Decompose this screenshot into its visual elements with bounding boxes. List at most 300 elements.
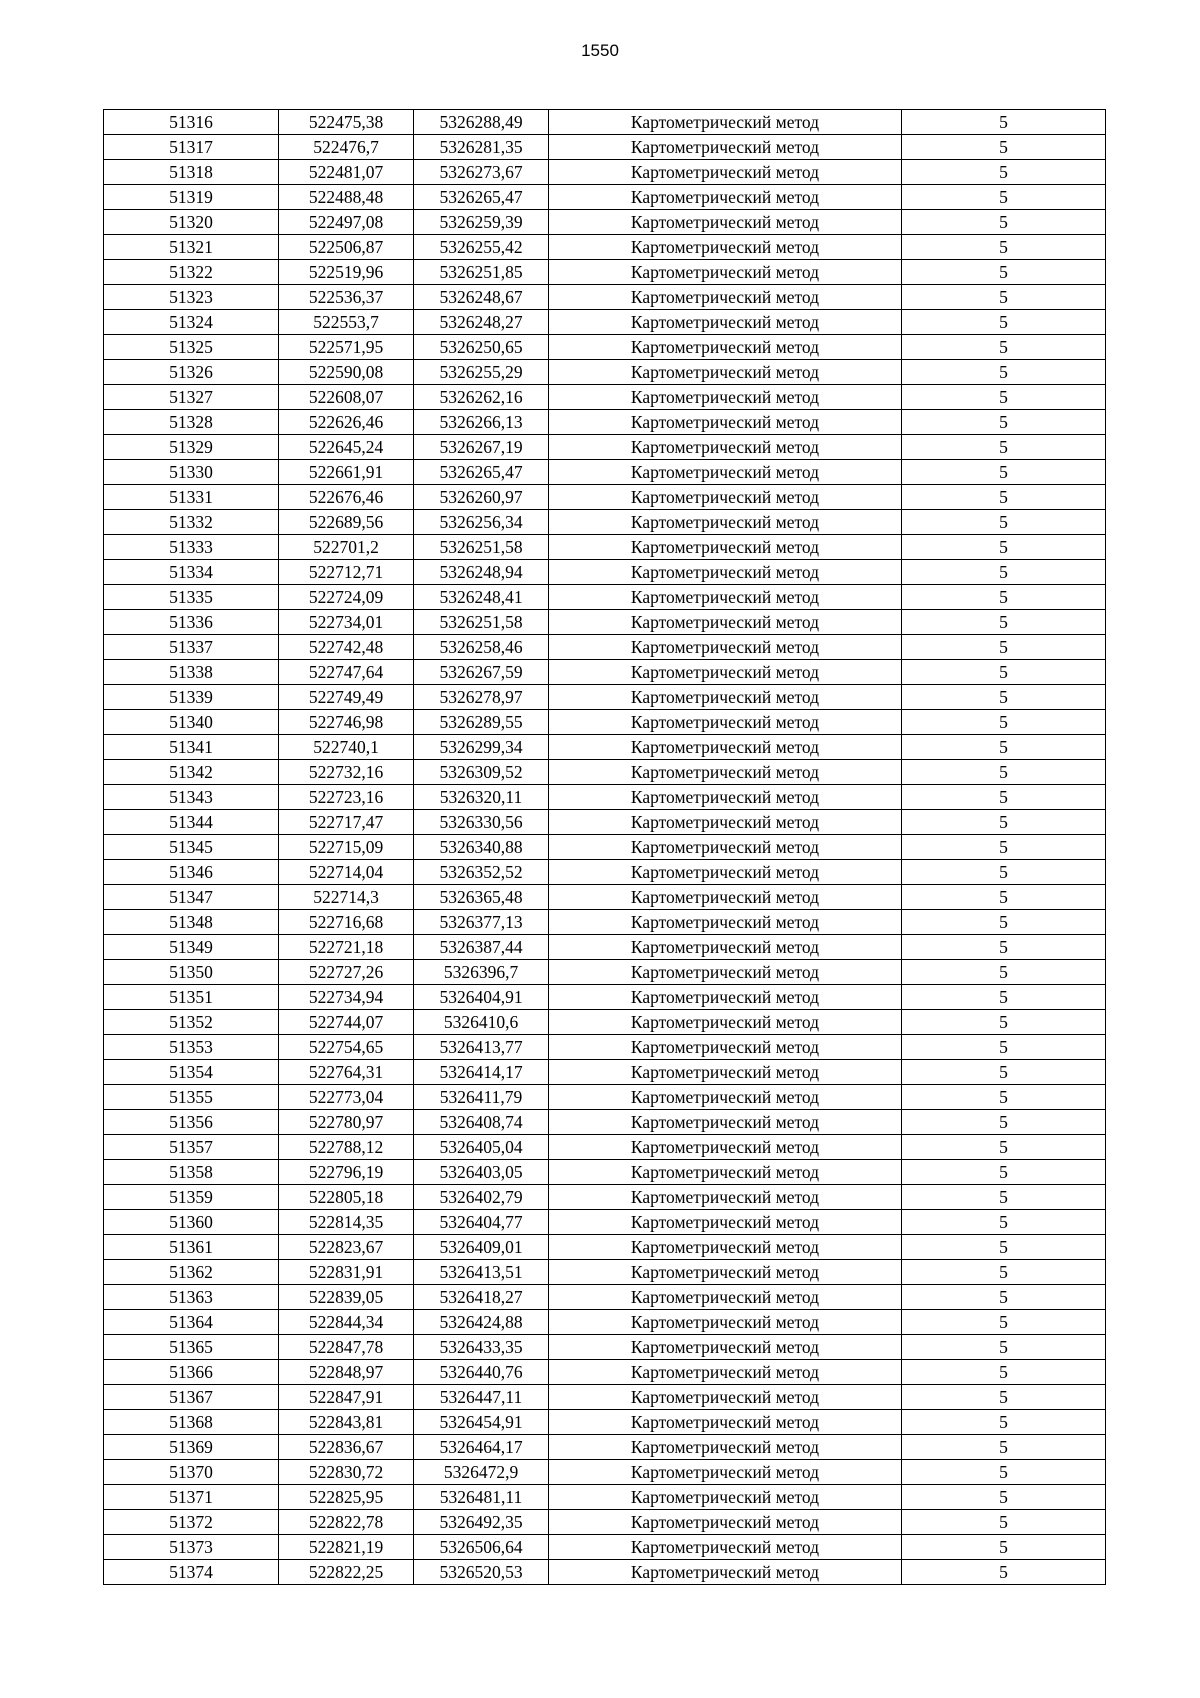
accuracy-cell: 5 bbox=[902, 685, 1106, 710]
accuracy-cell: 5 bbox=[902, 785, 1106, 810]
x-coordinate-cell: 522732,16 bbox=[279, 760, 414, 785]
accuracy-cell: 5 bbox=[902, 1235, 1106, 1260]
x-coordinate-cell: 522626,46 bbox=[279, 410, 414, 435]
point-number-cell: 51321 bbox=[104, 235, 279, 260]
method-cell: Картометрический метод bbox=[549, 710, 902, 735]
x-coordinate-cell: 522590,08 bbox=[279, 360, 414, 385]
y-coordinate-cell: 5326387,44 bbox=[414, 935, 549, 960]
accuracy-cell: 5 bbox=[902, 285, 1106, 310]
page-number: 1550 bbox=[581, 41, 619, 60]
accuracy-cell: 5 bbox=[902, 1410, 1106, 1435]
accuracy-cell: 5 bbox=[902, 260, 1106, 285]
method-cell: Картометрический метод bbox=[549, 660, 902, 685]
method-cell: Картометрический метод bbox=[549, 585, 902, 610]
x-coordinate-cell: 522805,18 bbox=[279, 1185, 414, 1210]
point-number-cell: 51334 bbox=[104, 560, 279, 585]
point-number-cell: 51365 bbox=[104, 1335, 279, 1360]
x-coordinate-cell: 522519,96 bbox=[279, 260, 414, 285]
accuracy-cell: 5 bbox=[902, 1335, 1106, 1360]
table-row bbox=[104, 435, 1106, 460]
point-number-cell: 51352 bbox=[104, 1010, 279, 1035]
table-row bbox=[104, 960, 1106, 985]
method-cell: Картометрический метод bbox=[549, 760, 902, 785]
method-cell: Картометрический метод bbox=[549, 885, 902, 910]
method-cell: Картометрический метод bbox=[549, 860, 902, 885]
accuracy-cell: 5 bbox=[902, 1485, 1106, 1510]
accuracy-cell: 5 bbox=[902, 210, 1106, 235]
method-cell: Картометрический метод bbox=[549, 1035, 902, 1060]
accuracy-cell: 5 bbox=[902, 1085, 1106, 1110]
x-coordinate-cell: 522476,7 bbox=[279, 135, 414, 160]
accuracy-cell: 5 bbox=[902, 1310, 1106, 1335]
method-cell: Картометрический метод bbox=[549, 910, 902, 935]
y-coordinate-cell: 5326396,7 bbox=[414, 960, 549, 985]
y-coordinate-cell: 5326281,35 bbox=[414, 135, 549, 160]
x-coordinate-cell: 522475,38 bbox=[279, 110, 414, 135]
point-number-cell: 51370 bbox=[104, 1460, 279, 1485]
y-coordinate-cell: 5326265,47 bbox=[414, 460, 549, 485]
point-number-cell: 51320 bbox=[104, 210, 279, 235]
table-row bbox=[104, 835, 1106, 860]
point-number-cell: 51316 bbox=[104, 110, 279, 135]
method-cell: Картометрический метод bbox=[549, 1285, 902, 1310]
method-cell: Картометрический метод bbox=[549, 510, 902, 535]
table-row bbox=[104, 560, 1106, 585]
y-coordinate-cell: 5326492,35 bbox=[414, 1510, 549, 1535]
point-number-cell: 51331 bbox=[104, 485, 279, 510]
method-cell: Картометрический метод bbox=[549, 210, 902, 235]
y-coordinate-cell: 5326340,88 bbox=[414, 835, 549, 860]
point-number-cell: 51327 bbox=[104, 385, 279, 410]
point-number-cell: 51347 bbox=[104, 885, 279, 910]
table-row bbox=[104, 985, 1106, 1010]
table-row bbox=[104, 185, 1106, 210]
method-cell: Картометрический метод bbox=[549, 935, 902, 960]
method-cell: Картометрический метод bbox=[549, 185, 902, 210]
y-coordinate-cell: 5326248,27 bbox=[414, 310, 549, 335]
y-coordinate-cell: 5326447,11 bbox=[414, 1385, 549, 1410]
y-coordinate-cell: 5326259,39 bbox=[414, 210, 549, 235]
x-coordinate-cell: 522746,98 bbox=[279, 710, 414, 735]
method-cell: Картометрический метод bbox=[549, 235, 902, 260]
point-number-cell: 51325 bbox=[104, 335, 279, 360]
point-number-cell: 51324 bbox=[104, 310, 279, 335]
point-number-cell: 51340 bbox=[104, 710, 279, 735]
x-coordinate-cell: 522740,1 bbox=[279, 735, 414, 760]
accuracy-cell: 5 bbox=[902, 1060, 1106, 1085]
point-number-cell: 51357 bbox=[104, 1135, 279, 1160]
y-coordinate-cell: 5326481,11 bbox=[414, 1485, 549, 1510]
accuracy-cell: 5 bbox=[902, 1160, 1106, 1185]
point-number-cell: 51332 bbox=[104, 510, 279, 535]
accuracy-cell: 5 bbox=[902, 235, 1106, 260]
table-row bbox=[104, 610, 1106, 635]
x-coordinate-cell: 522701,2 bbox=[279, 535, 414, 560]
x-coordinate-cell: 522608,07 bbox=[279, 385, 414, 410]
point-number-cell: 51353 bbox=[104, 1035, 279, 1060]
x-coordinate-cell: 522830,72 bbox=[279, 1460, 414, 1485]
table-row bbox=[104, 1185, 1106, 1210]
point-number-cell: 51337 bbox=[104, 635, 279, 660]
point-number-cell: 51360 bbox=[104, 1210, 279, 1235]
y-coordinate-cell: 5326414,17 bbox=[414, 1060, 549, 1085]
accuracy-cell: 5 bbox=[902, 610, 1106, 635]
y-coordinate-cell: 5326265,47 bbox=[414, 185, 549, 210]
y-coordinate-cell: 5326405,04 bbox=[414, 1135, 549, 1160]
table-row bbox=[104, 1160, 1106, 1185]
point-number-cell: 51318 bbox=[104, 160, 279, 185]
table-row bbox=[104, 535, 1106, 560]
point-number-cell: 51341 bbox=[104, 735, 279, 760]
accuracy-cell: 5 bbox=[902, 1035, 1106, 1060]
y-coordinate-cell: 5326506,64 bbox=[414, 1535, 549, 1560]
accuracy-cell: 5 bbox=[902, 760, 1106, 785]
method-cell: Картометрический метод bbox=[549, 410, 902, 435]
y-coordinate-cell: 5326248,67 bbox=[414, 285, 549, 310]
y-coordinate-cell: 5326255,42 bbox=[414, 235, 549, 260]
method-cell: Картометрический метод bbox=[549, 260, 902, 285]
coordinates-table bbox=[103, 109, 1106, 1585]
point-number-cell: 51329 bbox=[104, 435, 279, 460]
accuracy-cell: 5 bbox=[902, 160, 1106, 185]
method-cell: Картометрический метод bbox=[549, 835, 902, 860]
x-coordinate-cell: 522676,46 bbox=[279, 485, 414, 510]
table-row bbox=[104, 1235, 1106, 1260]
y-coordinate-cell: 5326250,65 bbox=[414, 335, 549, 360]
x-coordinate-cell: 522825,95 bbox=[279, 1485, 414, 1510]
y-coordinate-cell: 5326418,27 bbox=[414, 1285, 549, 1310]
table-row bbox=[104, 1385, 1106, 1410]
x-coordinate-cell: 522721,18 bbox=[279, 935, 414, 960]
y-coordinate-cell: 5326377,13 bbox=[414, 910, 549, 935]
y-coordinate-cell: 5326273,67 bbox=[414, 160, 549, 185]
y-coordinate-cell: 5326440,76 bbox=[414, 1360, 549, 1385]
y-coordinate-cell: 5326251,58 bbox=[414, 535, 549, 560]
method-cell: Картометрический метод bbox=[549, 1410, 902, 1435]
x-coordinate-cell: 522754,65 bbox=[279, 1035, 414, 1060]
point-number-cell: 51355 bbox=[104, 1085, 279, 1110]
method-cell: Картометрический метод bbox=[549, 810, 902, 835]
y-coordinate-cell: 5326433,35 bbox=[414, 1335, 549, 1360]
table-body bbox=[104, 110, 1106, 1585]
point-number-cell: 51328 bbox=[104, 410, 279, 435]
y-coordinate-cell: 5326258,46 bbox=[414, 635, 549, 660]
table-row bbox=[104, 1135, 1106, 1160]
point-number-cell: 51330 bbox=[104, 460, 279, 485]
method-cell: Картометрический метод bbox=[549, 960, 902, 985]
table-row bbox=[104, 1410, 1106, 1435]
table-row bbox=[104, 1535, 1106, 1560]
x-coordinate-cell: 522724,09 bbox=[279, 585, 414, 610]
y-coordinate-cell: 5326251,58 bbox=[414, 610, 549, 635]
accuracy-cell: 5 bbox=[902, 885, 1106, 910]
table-row bbox=[104, 110, 1106, 135]
method-cell: Картометрический метод bbox=[549, 360, 902, 385]
point-number-cell: 51317 bbox=[104, 135, 279, 160]
table-row bbox=[104, 1010, 1106, 1035]
x-coordinate-cell: 522847,91 bbox=[279, 1385, 414, 1410]
accuracy-cell: 5 bbox=[902, 335, 1106, 360]
x-coordinate-cell: 522481,07 bbox=[279, 160, 414, 185]
accuracy-cell: 5 bbox=[902, 185, 1106, 210]
table-row bbox=[104, 810, 1106, 835]
y-coordinate-cell: 5326288,49 bbox=[414, 110, 549, 135]
accuracy-cell: 5 bbox=[902, 635, 1106, 660]
table-row bbox=[104, 510, 1106, 535]
table-row bbox=[104, 1085, 1106, 1110]
table-row bbox=[104, 735, 1106, 760]
accuracy-cell: 5 bbox=[902, 410, 1106, 435]
accuracy-cell: 5 bbox=[902, 985, 1106, 1010]
point-number-cell: 51348 bbox=[104, 910, 279, 935]
point-number-cell: 51335 bbox=[104, 585, 279, 610]
y-coordinate-cell: 5326408,74 bbox=[414, 1110, 549, 1135]
point-number-cell: 51351 bbox=[104, 985, 279, 1010]
x-coordinate-cell: 522821,19 bbox=[279, 1535, 414, 1560]
method-cell: Картометрический метод bbox=[549, 610, 902, 635]
accuracy-cell: 5 bbox=[902, 360, 1106, 385]
point-number-cell: 51359 bbox=[104, 1185, 279, 1210]
accuracy-cell: 5 bbox=[902, 135, 1106, 160]
point-number-cell: 51362 bbox=[104, 1260, 279, 1285]
x-coordinate-cell: 522831,91 bbox=[279, 1260, 414, 1285]
table-row bbox=[104, 1060, 1106, 1085]
y-coordinate-cell: 5326266,13 bbox=[414, 410, 549, 435]
method-cell: Картометрический метод bbox=[549, 1485, 902, 1510]
method-cell: Картометрический метод bbox=[549, 460, 902, 485]
accuracy-cell: 5 bbox=[902, 110, 1106, 135]
accuracy-cell: 5 bbox=[902, 510, 1106, 535]
accuracy-cell: 5 bbox=[902, 485, 1106, 510]
table-row bbox=[104, 1110, 1106, 1135]
accuracy-cell: 5 bbox=[902, 1510, 1106, 1535]
y-coordinate-cell: 5326248,94 bbox=[414, 560, 549, 585]
y-coordinate-cell: 5326320,11 bbox=[414, 785, 549, 810]
table-row bbox=[104, 685, 1106, 710]
method-cell: Картометрический метод bbox=[549, 735, 902, 760]
accuracy-cell: 5 bbox=[902, 1210, 1106, 1235]
x-coordinate-cell: 522839,05 bbox=[279, 1285, 414, 1310]
x-coordinate-cell: 522822,25 bbox=[279, 1560, 414, 1585]
y-coordinate-cell: 5326365,48 bbox=[414, 885, 549, 910]
table-row bbox=[104, 260, 1106, 285]
x-coordinate-cell: 522742,48 bbox=[279, 635, 414, 660]
accuracy-cell: 5 bbox=[902, 735, 1106, 760]
method-cell: Картометрический метод bbox=[549, 1210, 902, 1235]
y-coordinate-cell: 5326409,01 bbox=[414, 1235, 549, 1260]
point-number-cell: 51344 bbox=[104, 810, 279, 835]
accuracy-cell: 5 bbox=[902, 1360, 1106, 1385]
y-coordinate-cell: 5326520,53 bbox=[414, 1560, 549, 1585]
y-coordinate-cell: 5326248,41 bbox=[414, 585, 549, 610]
y-coordinate-cell: 5326309,52 bbox=[414, 760, 549, 785]
accuracy-cell: 5 bbox=[902, 1260, 1106, 1285]
table-row bbox=[104, 485, 1106, 510]
method-cell: Картометрический метод bbox=[549, 385, 902, 410]
point-number-cell: 51350 bbox=[104, 960, 279, 985]
table-row bbox=[104, 1485, 1106, 1510]
method-cell: Картометрический метод bbox=[549, 1510, 902, 1535]
accuracy-cell: 5 bbox=[902, 1010, 1106, 1035]
table-row bbox=[104, 285, 1106, 310]
x-coordinate-cell: 522747,64 bbox=[279, 660, 414, 685]
x-coordinate-cell: 522715,09 bbox=[279, 835, 414, 860]
x-coordinate-cell: 522764,31 bbox=[279, 1060, 414, 1085]
y-coordinate-cell: 5326402,79 bbox=[414, 1185, 549, 1210]
table-row bbox=[104, 1360, 1106, 1385]
y-coordinate-cell: 5326411,79 bbox=[414, 1085, 549, 1110]
table-row bbox=[104, 1285, 1106, 1310]
point-number-cell: 51339 bbox=[104, 685, 279, 710]
method-cell: Картометрический метод bbox=[549, 1235, 902, 1260]
table-row bbox=[104, 710, 1106, 735]
y-coordinate-cell: 5326352,52 bbox=[414, 860, 549, 885]
method-cell: Картометрический метод bbox=[549, 310, 902, 335]
method-cell: Картометрический метод bbox=[549, 1385, 902, 1410]
table-row bbox=[104, 635, 1106, 660]
x-coordinate-cell: 522734,01 bbox=[279, 610, 414, 635]
x-coordinate-cell: 522645,24 bbox=[279, 435, 414, 460]
method-cell: Картометрический метод bbox=[549, 985, 902, 1010]
method-cell: Картометрический метод bbox=[549, 1310, 902, 1335]
table-row bbox=[104, 885, 1106, 910]
table-row bbox=[104, 310, 1106, 335]
point-number-cell: 51367 bbox=[104, 1385, 279, 1410]
y-coordinate-cell: 5326404,77 bbox=[414, 1210, 549, 1235]
x-coordinate-cell: 522727,26 bbox=[279, 960, 414, 985]
point-number-cell: 51354 bbox=[104, 1060, 279, 1085]
accuracy-cell: 5 bbox=[902, 810, 1106, 835]
method-cell: Картометрический метод bbox=[549, 785, 902, 810]
method-cell: Картометрический метод bbox=[549, 435, 902, 460]
y-coordinate-cell: 5326256,34 bbox=[414, 510, 549, 535]
method-cell: Картометрический метод bbox=[549, 1360, 902, 1385]
y-coordinate-cell: 5326403,05 bbox=[414, 1160, 549, 1185]
x-coordinate-cell: 522788,12 bbox=[279, 1135, 414, 1160]
x-coordinate-cell: 522723,16 bbox=[279, 785, 414, 810]
point-number-cell: 51336 bbox=[104, 610, 279, 635]
method-cell: Картометрический метод bbox=[549, 535, 902, 560]
y-coordinate-cell: 5326410,6 bbox=[414, 1010, 549, 1035]
table-row bbox=[104, 935, 1106, 960]
table-row bbox=[104, 585, 1106, 610]
method-cell: Картометрический метод bbox=[549, 1160, 902, 1185]
point-number-cell: 51326 bbox=[104, 360, 279, 385]
table-row bbox=[104, 910, 1106, 935]
point-number-cell: 51366 bbox=[104, 1360, 279, 1385]
point-number-cell: 51323 bbox=[104, 285, 279, 310]
point-number-cell: 51345 bbox=[104, 835, 279, 860]
method-cell: Картометрический метод bbox=[549, 485, 902, 510]
method-cell: Картометрический метод bbox=[549, 685, 902, 710]
point-number-cell: 51373 bbox=[104, 1535, 279, 1560]
y-coordinate-cell: 5326262,16 bbox=[414, 385, 549, 410]
table-row bbox=[104, 1460, 1106, 1485]
accuracy-cell: 5 bbox=[902, 910, 1106, 935]
accuracy-cell: 5 bbox=[902, 1560, 1106, 1585]
x-coordinate-cell: 522714,04 bbox=[279, 860, 414, 885]
accuracy-cell: 5 bbox=[902, 1460, 1106, 1485]
x-coordinate-cell: 522734,94 bbox=[279, 985, 414, 1010]
table-row bbox=[104, 860, 1106, 885]
table-row bbox=[104, 760, 1106, 785]
method-cell: Картометрический метод bbox=[549, 1535, 902, 1560]
y-coordinate-cell: 5326278,97 bbox=[414, 685, 549, 710]
x-coordinate-cell: 522836,67 bbox=[279, 1435, 414, 1460]
method-cell: Картометрический метод bbox=[549, 160, 902, 185]
x-coordinate-cell: 522488,48 bbox=[279, 185, 414, 210]
y-coordinate-cell: 5326255,29 bbox=[414, 360, 549, 385]
point-number-cell: 51349 bbox=[104, 935, 279, 960]
y-coordinate-cell: 5326413,51 bbox=[414, 1260, 549, 1285]
accuracy-cell: 5 bbox=[902, 535, 1106, 560]
table-row bbox=[104, 1260, 1106, 1285]
x-coordinate-cell: 522796,19 bbox=[279, 1160, 414, 1185]
accuracy-cell: 5 bbox=[902, 1135, 1106, 1160]
method-cell: Картометрический метод bbox=[549, 1260, 902, 1285]
point-number-cell: 51363 bbox=[104, 1285, 279, 1310]
table-row bbox=[104, 1510, 1106, 1535]
x-coordinate-cell: 522823,67 bbox=[279, 1235, 414, 1260]
accuracy-cell: 5 bbox=[902, 1110, 1106, 1135]
point-number-cell: 51364 bbox=[104, 1310, 279, 1335]
point-number-cell: 51369 bbox=[104, 1435, 279, 1460]
method-cell: Картометрический метод bbox=[549, 635, 902, 660]
method-cell: Картометрический метод bbox=[549, 335, 902, 360]
method-cell: Картометрический метод bbox=[549, 1135, 902, 1160]
y-coordinate-cell: 5326464,17 bbox=[414, 1435, 549, 1460]
point-number-cell: 51374 bbox=[104, 1560, 279, 1585]
y-coordinate-cell: 5326472,9 bbox=[414, 1460, 549, 1485]
x-coordinate-cell: 522661,91 bbox=[279, 460, 414, 485]
y-coordinate-cell: 5326289,55 bbox=[414, 710, 549, 735]
y-coordinate-cell: 5326404,91 bbox=[414, 985, 549, 1010]
x-coordinate-cell: 522717,47 bbox=[279, 810, 414, 835]
accuracy-cell: 5 bbox=[902, 1535, 1106, 1560]
point-number-cell: 51322 bbox=[104, 260, 279, 285]
x-coordinate-cell: 522773,04 bbox=[279, 1085, 414, 1110]
point-number-cell: 51361 bbox=[104, 1235, 279, 1260]
y-coordinate-cell: 5326260,97 bbox=[414, 485, 549, 510]
accuracy-cell: 5 bbox=[902, 935, 1106, 960]
point-number-cell: 51372 bbox=[104, 1510, 279, 1535]
point-number-cell: 51371 bbox=[104, 1485, 279, 1510]
method-cell: Картометрический метод bbox=[549, 1010, 902, 1035]
point-number-cell: 51356 bbox=[104, 1110, 279, 1135]
table-row bbox=[104, 335, 1106, 360]
method-cell: Картометрический метод bbox=[549, 135, 902, 160]
method-cell: Картометрический метод bbox=[549, 285, 902, 310]
table-row bbox=[104, 460, 1106, 485]
point-number-cell: 51342 bbox=[104, 760, 279, 785]
method-cell: Картометрический метод bbox=[549, 1110, 902, 1135]
table-row bbox=[104, 1035, 1106, 1060]
x-coordinate-cell: 522843,81 bbox=[279, 1410, 414, 1435]
table-row bbox=[104, 1310, 1106, 1335]
y-coordinate-cell: 5326424,88 bbox=[414, 1310, 549, 1335]
point-number-cell: 51343 bbox=[104, 785, 279, 810]
method-cell: Картометрический метод bbox=[549, 1335, 902, 1360]
x-coordinate-cell: 522749,49 bbox=[279, 685, 414, 710]
y-coordinate-cell: 5326454,91 bbox=[414, 1410, 549, 1435]
table-row bbox=[104, 385, 1106, 410]
method-cell: Картометрический метод bbox=[549, 1185, 902, 1210]
accuracy-cell: 5 bbox=[902, 710, 1106, 735]
x-coordinate-cell: 522536,37 bbox=[279, 285, 414, 310]
method-cell: Картометрический метод bbox=[549, 1060, 902, 1085]
point-number-cell: 51333 bbox=[104, 535, 279, 560]
y-coordinate-cell: 5326267,19 bbox=[414, 435, 549, 460]
